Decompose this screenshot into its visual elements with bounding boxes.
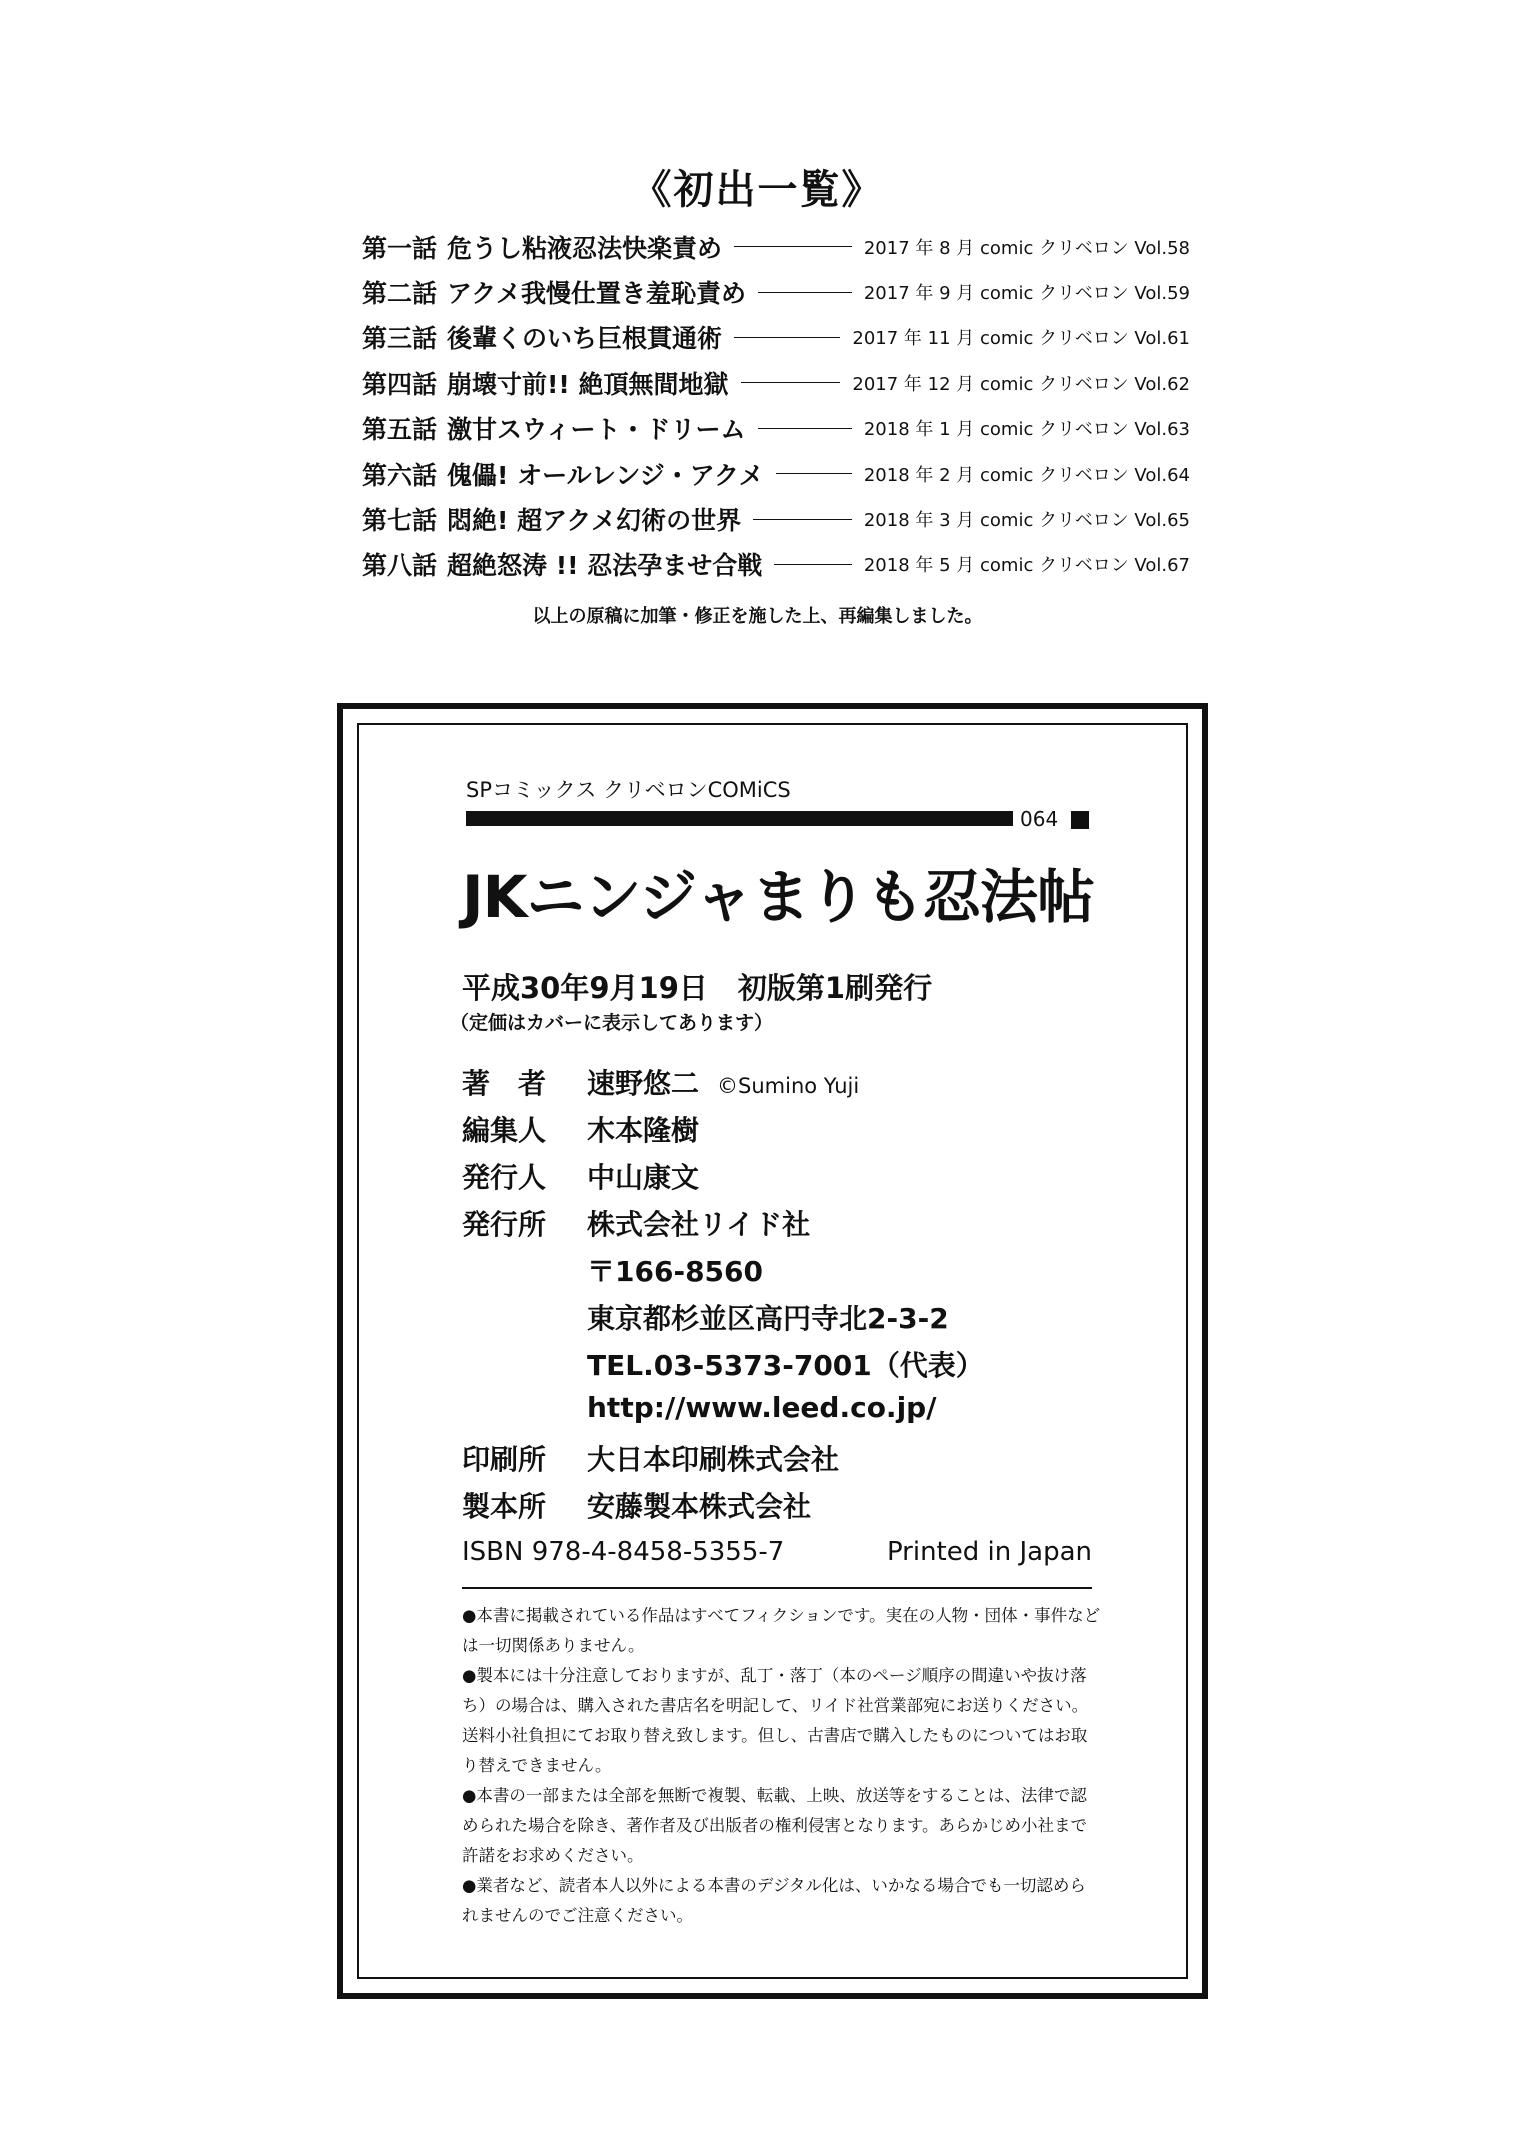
credit-row [462,1438,984,1485]
list-item [362,451,1190,496]
credit-row [462,1156,984,1203]
credit-label: 著 者 [462,1067,547,1100]
credit-value: 木本隆樹 [587,1114,700,1147]
chapter-number: 第四話 [362,369,438,399]
credit-value: 大日本印刷株式会社 [587,1443,840,1476]
leader-line [753,519,852,520]
leader-line [774,564,852,565]
credit-row [462,1250,984,1297]
chapter-title: 悶絶! 超アクメ幻術の世界 [447,506,742,536]
imprint-label: SPコミックス クリベロンCOMiCS [466,778,791,802]
leader-line [776,473,852,474]
credit-value: 速野悠二 [587,1067,700,1100]
chapter-source: 2018 年 1 月 comic クリベロン Vol.63 [863,419,1190,441]
chapter-number: 第五話 [362,415,438,445]
credit-label: 発行所 [462,1208,547,1241]
credits-list [462,1062,984,1532]
list-item [362,360,1190,405]
chapter-title: 傀儡! オールレンジ・アクメ [447,460,764,490]
leader-line [741,382,841,383]
list-item [362,315,1190,360]
address: 東京都杉並区高円寺北2-3-2 [587,1302,949,1335]
isbn-line [462,1537,1092,1567]
first-appearance-title: 《初出一覧》 [631,167,884,213]
leader-line [734,337,840,338]
credit-value: 安藤製本株式会社 [587,1490,812,1523]
date-text: 平成30年9月19日 [462,971,708,1005]
credit-label: 編集人 [462,1114,547,1147]
list-item [362,224,1190,269]
chapter-source: 2017 年 11 月 comic クリベロン Vol.61 [852,328,1190,350]
list-item [362,542,1190,587]
isbn-number: ISBN 978-4-8458-5355-7 [462,1537,785,1567]
chapter-number: 第三話 [362,324,438,354]
chapter-title: 危うし粘液忍法快楽責め [447,233,723,263]
leader-line [758,428,852,429]
chapter-source: 2017 年 8 月 comic クリベロン Vol.58 [863,237,1190,259]
series-code: 064 [1020,807,1059,831]
credit-row [462,1062,984,1109]
notice-item: ●本書の一部または全部を無断で複製、転載、上映、放送等をすることは、法律で認められた場合を除き、著作者及び出版者の権利侵害となります。あらかじめ小社まで許諾をお求めください。 [462,1786,1088,1865]
list-item [362,269,1190,314]
chapter-title: アクメ我慢仕置き羞恥責め [447,279,747,309]
credit-row [462,1297,984,1344]
chapter-number: 第一話 [362,233,438,263]
leader-line [734,246,852,247]
chapter-number: 第七話 [362,506,438,536]
chapter-number: 第八話 [362,551,438,581]
title-rule [466,811,1013,826]
chapter-source: 2018 年 5 月 comic クリベロン Vol.67 [863,555,1190,577]
credit-row [462,1485,984,1532]
chapter-title: 後輩くのいち巨根貫通術 [447,324,723,354]
chapter-source: 2018 年 3 月 comic クリベロン Vol.65 [863,510,1190,532]
credit-row [462,1203,984,1250]
notices [462,1601,1102,1931]
chapter-source: 2017 年 12 月 comic クリベロン Vol.62 [852,373,1190,395]
chapter-title: 超絶怒涛 !! 忍法孕ませ合戦 [447,551,763,581]
publication-date [462,966,932,1007]
chapter-title: 崩壊寸前!! 絶頂無間地獄 [447,369,729,399]
list-item [362,496,1190,541]
book-title: JKニンジャまりも忍法帖 [462,863,1094,931]
first-appearance-list [362,224,1190,587]
credit-label: 印刷所 [462,1443,547,1476]
edition-text: 初版第1刷発行 [737,971,933,1005]
copyright-text: ©Sumino Yuji [717,1074,860,1098]
notice-item: ●業者など、読者本人以外による本書のデジタル化は、いかなる場合でも一切認められませんのでご注意ください。 [462,1876,1086,1925]
list-item [362,406,1190,451]
credit-value: 中山康文 [587,1161,700,1194]
chapter-number: 第六話 [362,460,438,490]
postal-code: 〒166-8560 [587,1255,763,1288]
price-note: （定価はカバーに表示してあります） [450,1012,774,1034]
chapter-number: 第二話 [362,279,438,309]
notice-item: ●本書に掲載されている作品はすべてフィクションです。実在の人物・団体・事件などは一切関係ありません。 [462,1606,1101,1655]
credit-row [462,1109,984,1156]
editing-note: 以上の原稿に加筆・修正を施した上、再編集しました。 [532,606,983,627]
printed-in-label: Printed in Japan [886,1537,1092,1567]
credit-label: 発行人 [462,1161,547,1194]
square-mark [1071,811,1089,829]
leader-line [758,292,852,293]
phone-number: TEL.03-5373-7001（代表） [587,1349,984,1382]
chapter-source: 2018 年 2 月 comic クリベロン Vol.64 [863,464,1190,486]
credit-value: 株式会社リイド社 [587,1208,811,1241]
chapter-title: 激甘スウィート・ドリーム [447,415,746,445]
notice-item: ●製本には十分注意しておりますが、乱丁・落丁（本のページ順序の間違いや抜け落ち）の場合は、購入された書店名を明記して、リイド社営業部宛にお送りください。送料小社負担にてお取り替え致します。但し、古書店で購入したものについてはお取り替えできません。 [462,1666,1089,1775]
chapter-source: 2017 年 9 月 comic クリベロン Vol.59 [863,283,1190,305]
website-url: http://www.leed.co.jp/ [587,1391,937,1424]
credit-label: 製本所 [462,1490,547,1523]
credit-row [462,1391,984,1438]
credit-row [462,1344,984,1391]
separator-line [462,1587,1092,1589]
